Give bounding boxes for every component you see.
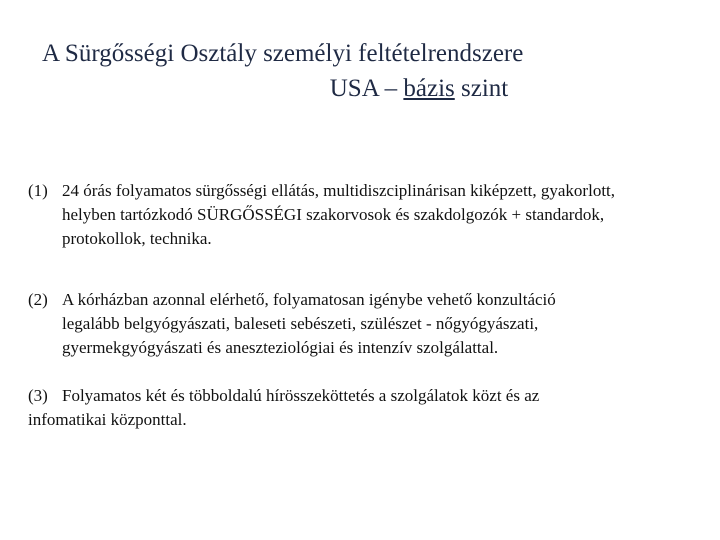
title-underlined-word: bázis [403,75,455,102]
list-item-2-number: (2) [28,290,48,309]
list-item-2-line-2: legalább belgyógyászati, baleseti sebészeti, szülészet - nőgyógyászati, [62,314,539,333]
list-item-1-number: (1) [28,181,48,200]
title-line-2-suffix: szint [454,75,509,102]
list-item-1-first-line [28,179,720,203]
list-item-3-line-2: infomatikai központtal. [28,410,187,429]
list-item-1-line-2: helyben tartózkodó SÜRGŐSSÉGI szakorvosok és szakdolgozók + standardok, [62,205,605,224]
title-line-2 [0,71,720,106]
title-line-1: A Sürgősségi Osztály személyi feltételrendszere [42,40,524,67]
page-title [0,36,720,106]
title-line-2-prefix: USA – [329,75,404,102]
list-item-2-line-1: A kórházban azonnal elérhető, folyamatosan igénybe vehető konzultáció [62,290,556,309]
list-item-1 [28,179,720,251]
list-item-1-line-3: protokollok, technika. [62,229,212,248]
list-item-3-line-1: Folyamatos két és többoldalú hírösszeköttetés a szolgálatok közt és az [62,386,540,405]
list-item-1-line-1: 24 órás folyamatos sürgősségi ellátás, multidiszciplinárisan kiképzett, gyakorlott, [62,181,616,200]
list-item-3-number: (3) [28,386,48,405]
list-item-2-first-line [28,288,688,312]
list-item-3 [28,384,668,432]
list-item-2-line-3: gyermekgyógyászati és aneszteziológiai és intenzív szolgálattal. [62,338,499,357]
list-item-2 [28,288,688,360]
list-item-3-first-line [28,384,668,408]
